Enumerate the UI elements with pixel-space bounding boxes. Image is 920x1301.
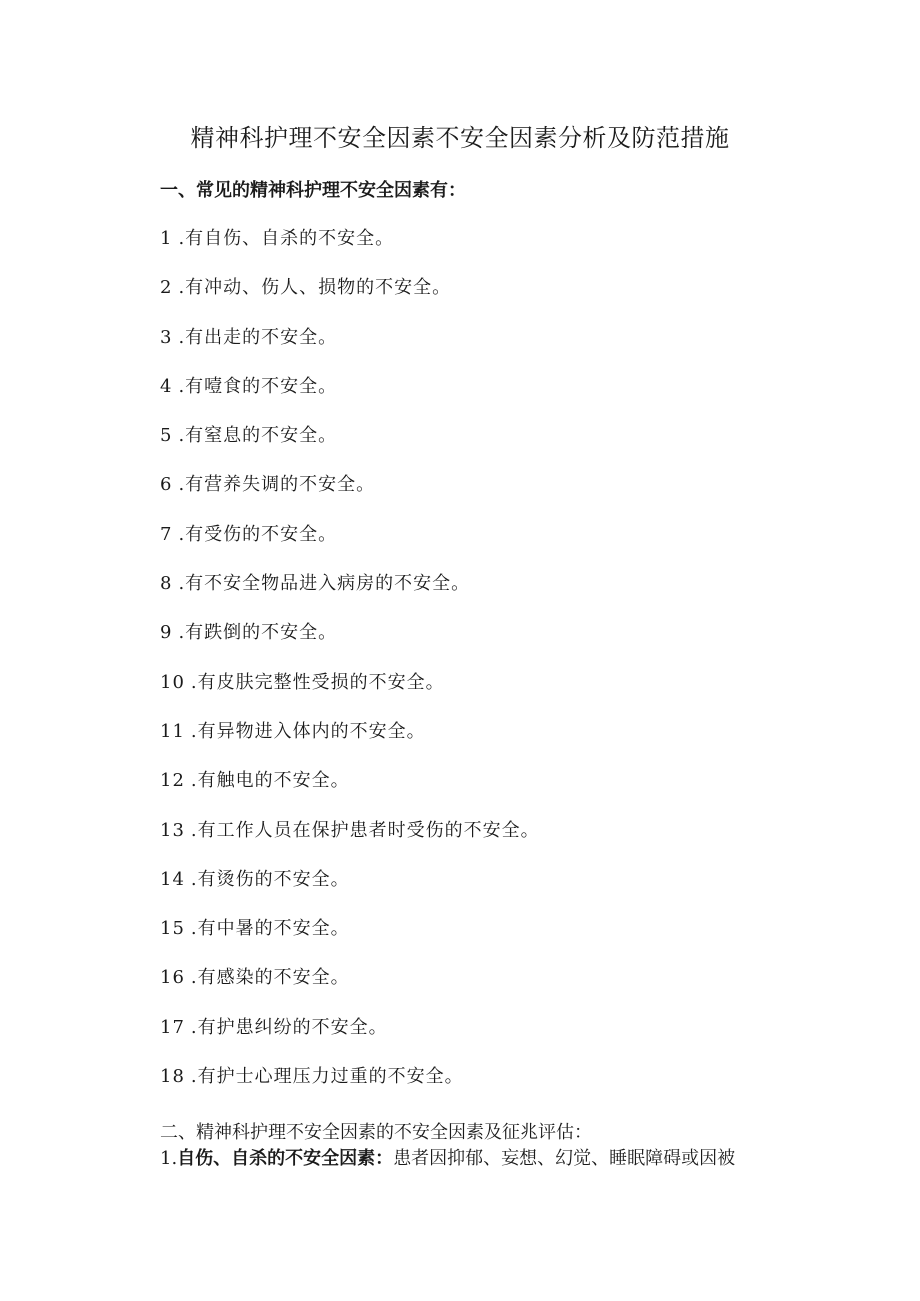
list-item <box>160 914 540 963</box>
item-text: .有自伤、自杀的不安全。 <box>178 228 395 249</box>
item-text: .有感染的不安全。 <box>190 967 350 989</box>
list-item <box>160 1062 540 1111</box>
list-item <box>160 520 540 569</box>
item-text: .有触电的不安全。 <box>190 770 350 792</box>
list-item <box>160 323 540 372</box>
unsafe-factor-list <box>160 224 540 1111</box>
list-item <box>160 766 540 815</box>
para-bold-lead: 自伤、自杀的不安全因素： <box>177 1148 394 1169</box>
item-number: 2 <box>160 277 173 299</box>
para-number: 1. <box>160 1148 178 1169</box>
item-text: .有中暑的不安全。 <box>190 918 350 940</box>
para-text: 患者因抑郁、妄想、幻觉、睡眠障碍或因被 <box>393 1148 736 1169</box>
item-number: 1 <box>160 228 173 249</box>
section1-heading: 一、常见的精神科护理不安全因素有： <box>160 180 466 201</box>
list-item <box>160 963 540 1012</box>
item-number: 4 <box>160 375 173 397</box>
item-text: .有烫伤的不安全。 <box>190 868 350 890</box>
list-item <box>160 470 540 519</box>
item-text: .有异物进入体内的不安全。 <box>190 720 426 742</box>
item-text: .有护患纠纷的不安全。 <box>190 1016 388 1038</box>
item-text: .有窒息的不安全。 <box>178 425 338 447</box>
list-item <box>160 273 540 322</box>
item-number: 15 <box>160 918 185 940</box>
list-item <box>160 372 540 421</box>
item-text: .有冲动、伤人、损物的不安全。 <box>178 277 452 299</box>
item-number: 8 <box>160 573 173 595</box>
section2-paragraph <box>160 1144 735 1170</box>
list-item <box>160 865 540 914</box>
item-number: 9 <box>160 622 173 644</box>
item-text: .有营养失调的不安全。 <box>178 474 376 496</box>
item-number: 5 <box>160 425 173 447</box>
item-text: .有跌倒的不安全。 <box>178 622 338 644</box>
item-text: .有噎食的不安全。 <box>178 375 338 397</box>
section2-heading: 二、精神科护理不安全因素的不安全因素及征兆评估： <box>160 1122 592 1143</box>
item-text: .有受伤的不安全。 <box>178 523 338 545</box>
list-item <box>160 668 540 717</box>
item-number: 12 <box>160 770 185 792</box>
list-item <box>160 618 540 667</box>
list-item <box>160 816 540 865</box>
item-number: 18 <box>160 1066 185 1088</box>
item-text: .有出走的不安全。 <box>178 326 338 348</box>
list-item <box>160 421 540 470</box>
item-number: 16 <box>160 967 185 989</box>
item-number: 10 <box>160 671 185 693</box>
item-number: 13 <box>160 819 185 841</box>
item-text: .有不安全物品进入病房的不安全。 <box>178 573 471 595</box>
item-number: 14 <box>160 868 185 890</box>
list-item <box>160 717 540 766</box>
item-text: .有护士心理压力过重的不安全。 <box>190 1066 464 1088</box>
item-text: .有工作人员在保护患者时受伤的不安全。 <box>190 819 540 841</box>
document-title: 精神科护理不安全因素不安全因素分析及防范措施 <box>190 124 730 152</box>
item-number: 11 <box>160 720 185 742</box>
item-number: 17 <box>160 1016 185 1038</box>
item-number: 3 <box>160 326 173 348</box>
item-number: 6 <box>160 474 173 496</box>
list-item <box>160 569 540 618</box>
item-number: 7 <box>160 523 173 545</box>
list-item <box>160 224 540 273</box>
list-item <box>160 1013 540 1062</box>
item-text: .有皮肤完整性受损的不安全。 <box>190 671 445 693</box>
